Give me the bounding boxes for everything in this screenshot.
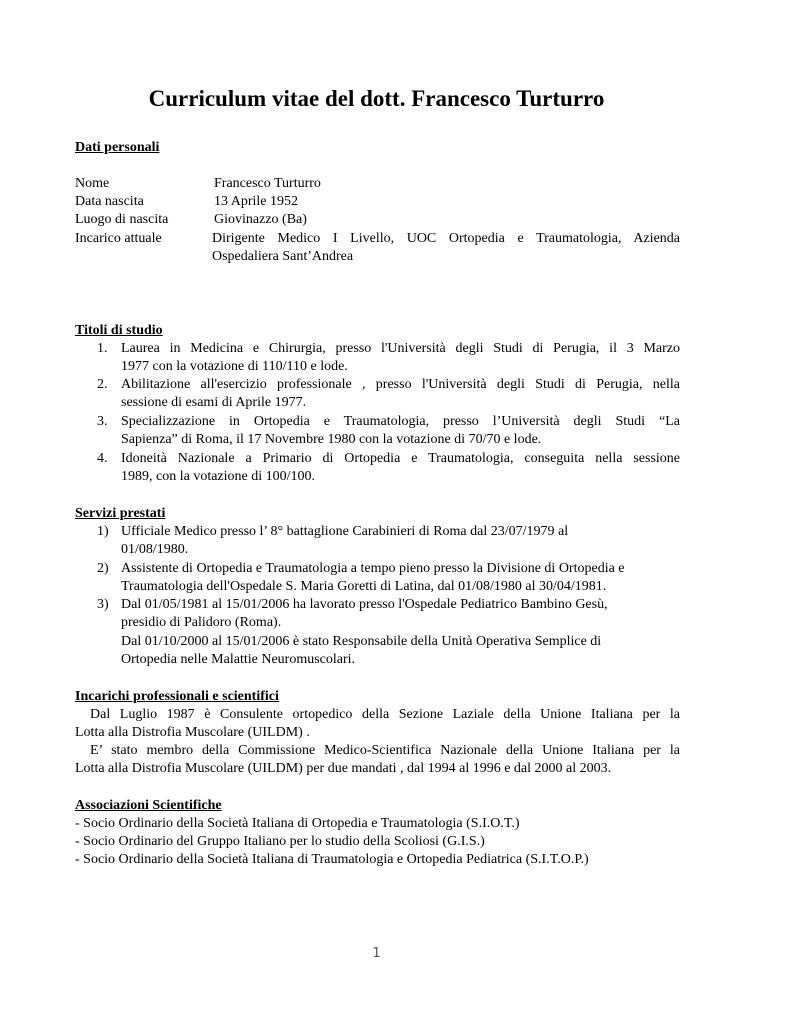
assignment-paragraph-line: E’ stato membro della Commissione Medico-Scientifica Nazionale della Unione Italiana per la	[90, 743, 680, 758]
personal-value-position: Dirigente Medico I Livello, UOC Ortopedia e Traumatologia, Azienda	[212, 231, 680, 246]
association-item: - Socio Ordinario della Società Italiana di Ortopedia e Traumatologia (S.I.O.T.)	[75, 816, 520, 831]
service-item-line: Ortopedia nelle Malattie Neuromuscolari.	[121, 652, 356, 667]
study-number: 2.	[97, 377, 108, 392]
personal-value-birthdate: 13 Aprile 1952	[214, 194, 298, 209]
section-heading-services: Servizi prestati	[75, 506, 166, 521]
study-item-line: 1989, con la votazione di 100/100.	[121, 469, 316, 484]
service-item-line: Ufficiale Medico presso l’ 8° battaglione Carabinieri di Roma dal 23/07/1979 al	[121, 524, 569, 539]
study-item-line: Abilitazione all'esercizio professionale , presso l'Università degli Studi di Perugia, nella	[121, 377, 680, 392]
service-number: 1)	[97, 524, 109, 539]
personal-value-birthplace: Giovinazzo (Ba)	[214, 212, 307, 227]
personal-label-position: Incarico attuale	[75, 231, 162, 246]
study-item-line: Specializzazione in Ortopedia e Traumatologia, presso l’Università degli Studi “La	[121, 414, 680, 429]
assignment-paragraph-line: Dal Luglio 1987 è Consulente ortopedico della Sezione Laziale della Unione Italiana per la	[90, 707, 680, 722]
section-heading-personal: Dati personali	[75, 140, 160, 155]
service-item-line: 01/08/1980.	[121, 542, 189, 557]
personal-label-birthplace: Luogo di nascita	[75, 212, 169, 227]
section-heading-studies: Titoli di studio	[75, 323, 163, 338]
section-heading-associations: Associazioni Scientifiche	[75, 798, 222, 813]
study-number: 1.	[97, 341, 108, 356]
service-number: 3)	[97, 597, 109, 612]
study-number: 3.	[97, 414, 108, 429]
personal-label-name: Nome	[75, 176, 110, 191]
service-item-line: presidio di Palidoro (Roma).	[121, 615, 282, 630]
association-item: - Socio Ordinario del Gruppo Italiano per lo studio della Scoliosi (G.I.S.)	[75, 834, 485, 849]
page-title: Curriculum vitae del dott. Francesco Turturro	[148, 86, 605, 111]
study-item-line: Sapienza” di Roma, il 17 Novembre 1980 con la votazione di 70/70 e lode.	[121, 432, 542, 447]
study-number: 4.	[97, 451, 108, 466]
page-number: 1	[372, 946, 381, 961]
service-item-line: Traumatologia dell'Ospedale S. Maria Goretti di Latina, dal 01/08/1980 al 30/04/1981.	[121, 579, 607, 594]
association-item: - Socio Ordinario della Società Italiana di Traumatologia e Ortopedia Pediatrica (S.I.T.O.P.)	[75, 852, 589, 867]
service-number: 2)	[97, 561, 109, 576]
study-item-line: Idoneità Nazionale a Primario di Ortopedia e Traumatologia, conseguita nella sessione	[121, 451, 680, 466]
personal-value-name: Francesco Turturro	[214, 176, 321, 191]
study-item-line: sessione di esami di Aprile 1977.	[121, 395, 307, 410]
service-item-line: Assistente di Ortopedia e Traumatologia a tempo pieno presso la Divisione di Ortopedia e	[121, 561, 625, 576]
service-item-line: Dal 01/10/2000 al 15/01/2006 è stato Responsabile della Unità Operativa Semplice di	[121, 634, 602, 649]
personal-label-birthdate: Data nascita	[75, 194, 144, 209]
personal-value-position-cont: Ospedaliera Sant’Andrea	[212, 249, 354, 264]
service-item-line: Dal 01/05/1981 al 15/01/2006 ha lavorato presso l'Ospedale Pediatrico Bambino Gesù,	[121, 597, 608, 612]
assignment-paragraph-line: Lotta alla Distrofia Muscolare (UILDM) per due mandati , dal 1994 al 1996 e dal 2000 al 2003.	[75, 761, 612, 776]
assignment-paragraph-line: Lotta alla Distrofia Muscolare (UILDM) .	[75, 725, 310, 740]
study-item-line: 1977 con la votazione di 110/110 e lode.	[121, 359, 348, 374]
section-heading-assignments: Incarichi professionali e scientifici	[75, 689, 279, 704]
study-item-line: Laurea in Medicina e Chirurgia, presso l'Università degli Studi di Perugia, il 3 Marzo	[121, 341, 680, 356]
